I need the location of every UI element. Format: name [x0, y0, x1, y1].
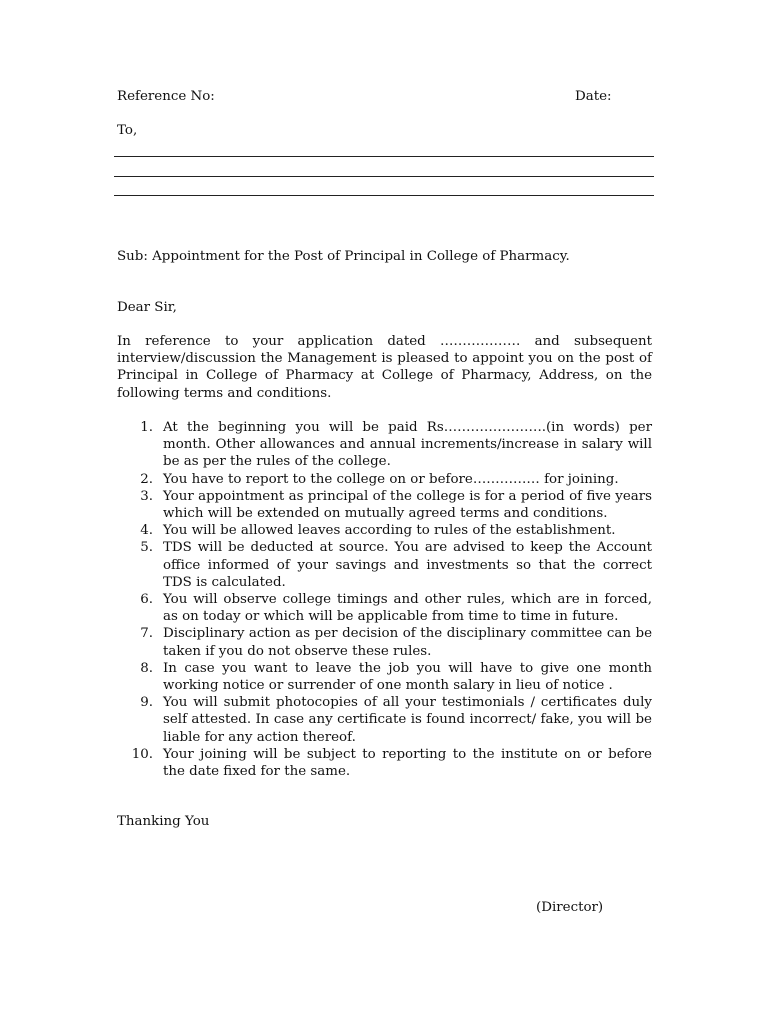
item-text: You will observe college timings and other rules, which are in forced, as on today or which will be applicable from time to time in future.: [163, 592, 652, 625]
list-item: [117, 419, 652, 471]
item-number: 7.: [140, 626, 153, 642]
item-number: 8.: [140, 660, 153, 676]
address-line: [114, 176, 654, 177]
address-line: [114, 156, 654, 157]
list-item: [117, 539, 652, 591]
item-number: 4.: [140, 523, 153, 539]
list-item: [117, 660, 652, 694]
item-text: Your joining will be subject to reporting to the institute on or before the date fixed for the same.: [163, 746, 652, 780]
item-text: Your appointment as principal of the college is for a period of five years which will be extended on mutually agreed terms and conditions.: [163, 488, 652, 522]
item-number: 5.: [140, 540, 153, 556]
salutation: Dear Sir,: [117, 300, 177, 315]
reference-number-label: Reference No:: [117, 89, 215, 104]
item-number: 2.: [140, 471, 153, 487]
item-number: 9.: [140, 695, 153, 711]
list-item: [117, 522, 652, 539]
address-line: [114, 195, 654, 196]
date-label: Date:: [575, 89, 612, 104]
terms-list: [117, 419, 652, 780]
signature-title: (Director): [536, 900, 604, 915]
item-number: 10.: [131, 746, 153, 762]
list-item: [117, 591, 652, 625]
list-item: [117, 746, 652, 780]
closing-line: Thanking You: [117, 814, 210, 829]
item-number: 3.: [140, 488, 153, 504]
intro-paragraph: In reference to your application dated ……………… and subsequent interview/discussion the Management is pleased to appoint you on the post of Principal in College of Pharmacy at College of Pharmacy, Address, on the following terms and conditions.: [117, 334, 652, 401]
list-item: [117, 694, 652, 746]
item-text: Disciplinary action as per decision of the disciplinary committee can be taken if you do not observe these rules.: [163, 626, 652, 659]
item-text: In case you want to leave the job you will have to give one month working notice or surrender of one month salary in lieu of notice .: [163, 660, 652, 694]
item-text: You will be allowed leaves according to rules of the establishment.: [163, 523, 616, 539]
item-text: You have to report to the college on or before…………… for joining.: [163, 471, 619, 487]
recipient-label: To,: [117, 123, 138, 138]
item-number: 6.: [140, 592, 153, 608]
item-text: TDS will be deducted at source. You are advised to keep the Account office informed of your savings and investments so that the correct TDS is calculated.: [163, 540, 652, 590]
list-item: [117, 488, 652, 522]
subject-line: Sub: Appointment for the Post of Principal in College of Pharmacy.: [117, 249, 570, 264]
item-text: At the beginning you will be paid Rs…………………..(in words) per month. Other allowances and annual increments/increase in salary will be as per the rules of the college.: [163, 420, 652, 470]
item-text: You will submit photocopies of all your testimonials / certificates duly self attested. In case any certificate is found incorrect/ fake, you will be liable for any action thereof.: [163, 695, 652, 745]
list-item: [117, 471, 652, 488]
item-number: 1.: [140, 420, 153, 435]
list-item: [117, 625, 652, 659]
